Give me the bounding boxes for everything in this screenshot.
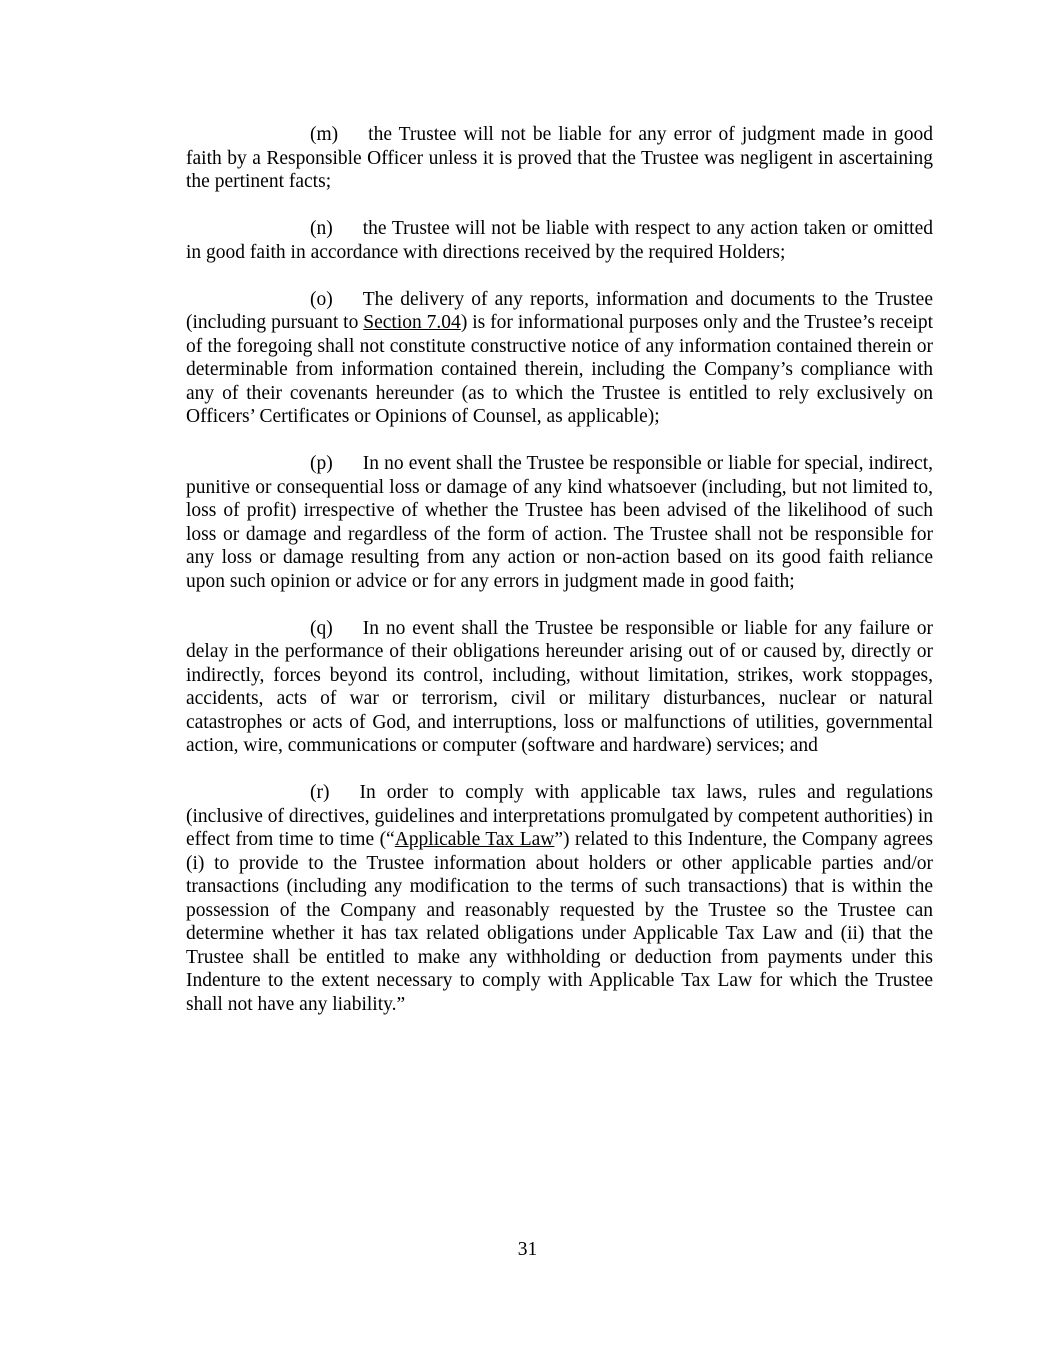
text-segment: the Trustee will not be liable for any error of judgment made in good faith by a Responsible Officer unless it is proved that the Trustee was negligent in ascertaining the pertinent facts; [186, 124, 933, 192]
text-segment: The delivery of any reports, information and documents to the Trustee (including pursuant to [186, 288, 933, 333]
paragraph-n [186, 217, 933, 264]
paragraph-o [186, 288, 933, 429]
paragraph-label: (m) [310, 124, 339, 145]
page-footer [0, 1238, 1055, 1262]
paragraph-r [186, 781, 933, 1016]
underlined-term: Applicable Tax Law [394, 829, 555, 850]
page-number: 31 [517, 1239, 538, 1260]
paragraph-label: (n) [310, 218, 333, 239]
paragraph-q [186, 617, 933, 758]
text-segment: In no event shall the Trustee be responsible or liable for special, indirect, punitive or consequential loss or damage of any kind whatsoever (including, but not limited to, loss of profit) irrespective of whether the Trustee has been advised of the likelihood of such loss or damage and regardless of the form of action. The Trustee shall not be responsible for any loss or damage resulting from any action or non-action based on its good faith reliance upon such opinion or advice or for any errors in judgment made in good faith; [186, 453, 933, 592]
text-segment: the Trustee will not be liable with respect to any action taken or omitted in good faith in accordance with directions received by the required Holders; [186, 218, 933, 263]
text-segment: ) is for informational purposes only and the Trustee’s receipt of the foregoing shall not constitute constructive notice of any information contained therein or determinable from information contained therein, including the Company’s compliance with any of their covenants hereunder (as to which the Trustee is entitled to rely exclusively on Officers’ Certificates or Opinions of Counsel, as applicable); [186, 312, 933, 427]
paragraph-label: (q) [310, 617, 333, 639]
text-segment: In order to comply with applicable tax laws, rules and regulations (inclusive of directives, guidelines and interpretations promulgated by competent authorities) in effect from time to time (“ [186, 782, 933, 850]
text-segment: ”) related to this Indenture, the Company agrees (i) to provide to the Trustee information about holders or other applicable parties and/or transactions (including any modification to the terms of such transactions) that is within the possession of the Company and reasonably requested by the Trustee so the Trustee can determine whether it has tax related obligations under Applicable Tax Law and (ii) that the Trustee shall be entitled to make any withholding or deduction from payments under this Indenture to the extent necessary to comply with Applicable Tax Law for which the Trustee shall not have any liability.” [186, 829, 933, 1015]
paragraph-label: (p) [310, 453, 333, 474]
paragraph-label: (r) [310, 782, 330, 803]
text-segment: In no event shall the Trustee be responsible or liable for any failure or delay in the performance of their obligations hereunder arising out of or caused by, directly or indirectly, forces beyond its control, including, without limitation, strikes, work stoppages, accidents, acts of war or terrorism, civil or military disturbances, nuclear or natural catastrophes or acts of God, and interruptions, loss or malfunctions of utilities, governmental action, wire, communications or computer (software and hardware) services; and [186, 617, 933, 756]
document-body [186, 123, 933, 1016]
paragraph-label: (o) [310, 288, 333, 310]
paragraph-m [186, 123, 933, 194]
paragraph-p [186, 452, 933, 593]
underlined-term: Section 7.04 [363, 312, 461, 333]
